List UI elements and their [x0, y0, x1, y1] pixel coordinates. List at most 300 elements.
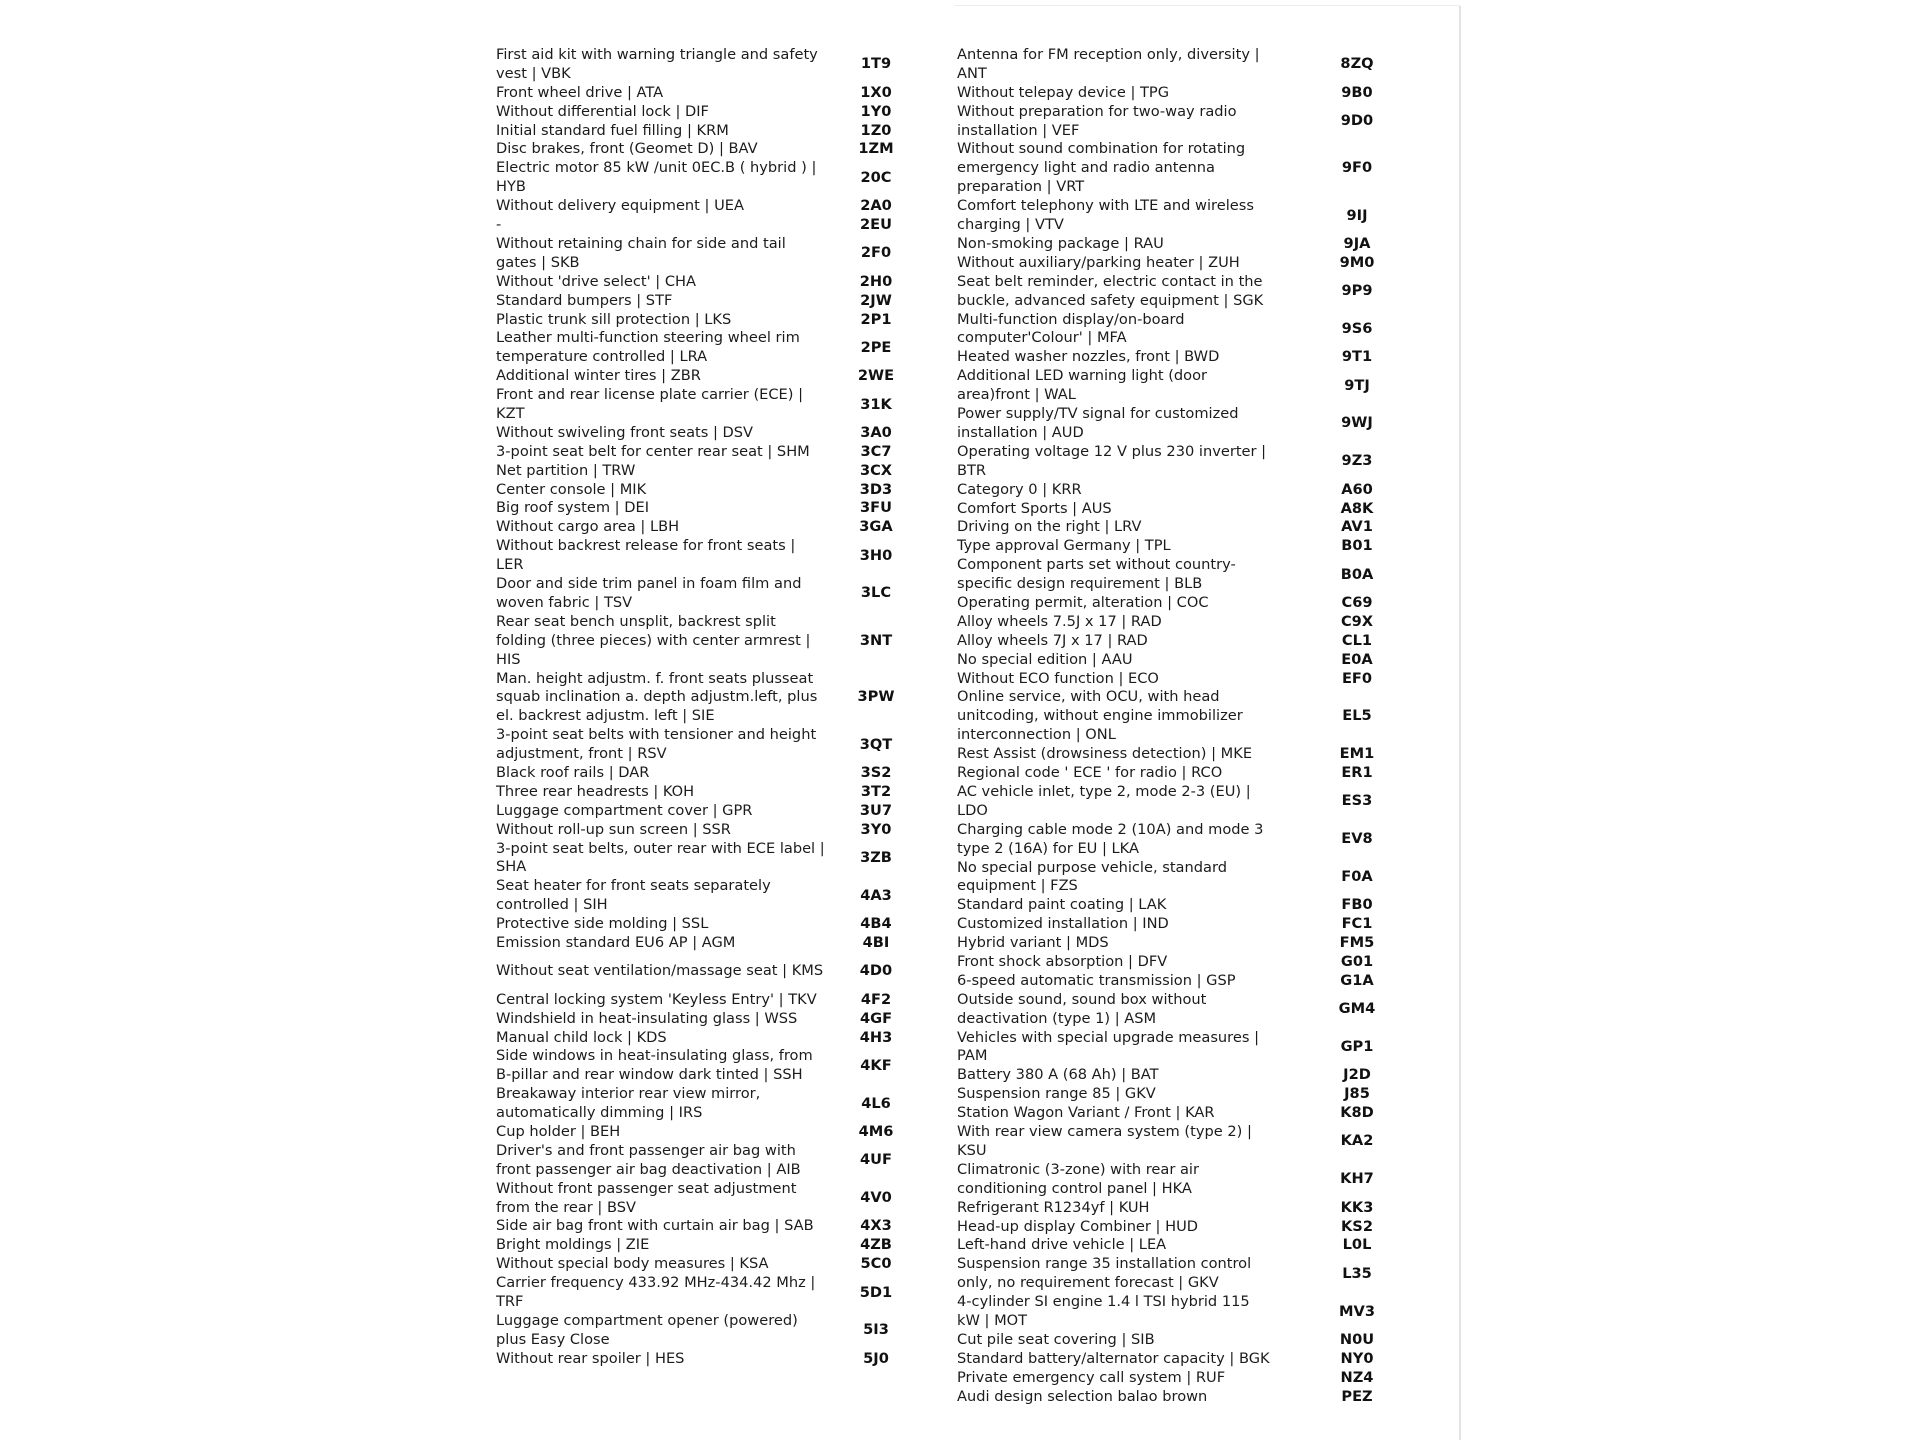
equipment-description: 3-point seat belts with tensioner and height adjustment, front | RSV — [496, 726, 817, 763]
equipment-row — [496, 292, 926, 311]
equipment-code: ES3 — [1341, 792, 1373, 810]
equipment-description: Emission standard EU6 AP | AGM — [496, 934, 736, 952]
equipment-row — [496, 1255, 926, 1274]
equipment-row — [957, 821, 1437, 859]
equipment-description: Front and rear license plate carrier (ECE) | KZT — [496, 386, 804, 422]
equipment-code: NY0 — [1340, 1349, 1374, 1367]
equipment-row — [957, 953, 1437, 972]
equipment-row — [496, 1010, 926, 1029]
equipment-row — [957, 1161, 1437, 1199]
equipment-description: Suspension range 35 installation control only, no requirement forecast | GKV — [957, 1255, 1252, 1292]
equipment-code: 4M6 — [858, 1123, 894, 1140]
equipment-code: 4UF — [860, 1151, 892, 1169]
equipment-description: Big roof system | DEI — [496, 499, 649, 517]
equipment-description: 6-speed automatic transmission | GSP — [957, 971, 1236, 989]
equipment-code: 1X0 — [860, 83, 892, 101]
equipment-description: Without front passenger seat adjustment from the rear | BSV — [496, 1179, 797, 1216]
equipment-row — [496, 821, 926, 840]
equipment-row — [957, 859, 1437, 897]
equipment-code: 9JA — [1343, 234, 1371, 252]
equipment-code: 20C — [860, 168, 892, 186]
equipment-code: 2WE — [857, 367, 895, 385]
equipment-description: Seat heater for front seats separately controlled | SIH — [496, 877, 771, 914]
equipment-row — [957, 783, 1437, 821]
equipment-code: K8D — [1340, 1104, 1374, 1122]
equipment-description: Three rear headrests | KOH — [496, 782, 695, 800]
equipment-row — [957, 1199, 1437, 1218]
equipment-row — [957, 84, 1437, 103]
equipment-row — [496, 934, 926, 953]
equipment-row — [496, 783, 926, 802]
equipment-description: Refrigerant R1234yf | KUH — [957, 1198, 1150, 1216]
equipment-code: 31K — [860, 395, 892, 413]
equipment-code: GM4 — [1338, 1000, 1376, 1018]
equipment-description: Without 'drive select' | CHA — [496, 272, 696, 290]
equipment-row — [957, 613, 1437, 632]
equipment-code: 8ZQ — [1340, 55, 1374, 73]
equipment-code: A60 — [1341, 480, 1373, 498]
equipment-row — [496, 311, 926, 330]
equipment-description: Comfort Sports | AUS — [957, 499, 1112, 517]
equipment-description: Station Wagon Variant / Front | KAR — [957, 1104, 1215, 1122]
equipment-description: Without telepay device | TPG — [957, 83, 1170, 101]
equipment-row — [957, 1236, 1437, 1255]
equipment-description: Cup holder | BEH — [496, 1123, 621, 1140]
equipment-row — [496, 46, 926, 84]
equipment-description: Rear seat bench unsplit, backrest split folding (three pieces) with center armrest | HIS — [496, 612, 811, 668]
equipment-description: Leather multi-function steering wheel rim temperature controlled | LRA — [496, 329, 800, 366]
equipment-row — [496, 424, 926, 443]
equipment-code: GP1 — [1340, 1037, 1374, 1055]
equipment-description: Component parts set without country-specific design requirement | BLB — [957, 556, 1236, 593]
equipment-description: Operating permit, alteration | COC — [957, 593, 1209, 611]
equipment-description: Heated washer nozzles, front | BWD — [957, 348, 1220, 366]
scan-top-edge — [955, 5, 1460, 6]
equipment-code: 5J0 — [863, 1349, 889, 1367]
equipment-code: 9Z3 — [1341, 452, 1373, 470]
equipment-code: 4B4 — [860, 915, 892, 933]
equipment-code: 2PE — [860, 338, 892, 356]
equipment-description: Black roof rails | DAR — [496, 764, 650, 781]
equipment-description: Without special body measures | KSA — [496, 1255, 769, 1273]
equipment-description: Luggage compartment opener (powered) plus Easy Close — [496, 1311, 798, 1348]
equipment-description: Multi-function display/on-board computer'Colour' | MFA — [957, 310, 1185, 347]
equipment-description: Additional LED warning light (door area)front | WAL — [957, 367, 1208, 404]
equipment-code: J85 — [1344, 1085, 1370, 1103]
equipment-row — [496, 481, 926, 500]
equipment-description: Without cargo area | LBH — [496, 518, 680, 536]
equipment-row — [496, 1350, 926, 1369]
equipment-description: Online service, with OCU, with head unitcoding, without engine immobilizer interconnection | ONL — [957, 688, 1243, 744]
equipment-description: Alloy wheels 7J x 17 | RAD — [957, 631, 1148, 649]
equipment-row — [957, 1104, 1437, 1123]
equipment-description: Windshield in heat-insulating glass | WSS — [496, 1009, 798, 1027]
equipment-code: KK3 — [1340, 1198, 1374, 1216]
scan-right-edge — [1459, 6, 1461, 1440]
equipment-code: L35 — [1342, 1264, 1372, 1282]
equipment-row — [957, 1066, 1437, 1085]
equipment-row — [496, 216, 926, 235]
equipment-row — [957, 348, 1437, 367]
equipment-description: Without backrest release for front seats | LER — [496, 537, 796, 574]
equipment-description: No special purpose vehicle, standard equipment | FZS — [957, 858, 1227, 895]
equipment-description: Without auxiliary/parking heater | ZUH — [957, 253, 1240, 271]
equipment-row — [957, 934, 1437, 953]
equipment-description: Standard bumpers | STF — [496, 291, 673, 309]
equipment-row — [957, 273, 1437, 311]
equipment-row — [957, 688, 1437, 745]
equipment-code: 3C7 — [860, 442, 892, 460]
equipment-description: Head-up display Combiner | HUD — [957, 1217, 1199, 1235]
equipment-code: 4F2 — [860, 990, 892, 1008]
equipment-description: Without swiveling front seats | DSV — [496, 423, 754, 441]
equipment-code: E0A — [1341, 650, 1373, 668]
equipment-list-left — [496, 46, 926, 1369]
equipment-code: 1Z0 — [860, 121, 892, 139]
equipment-code: 2P1 — [860, 310, 892, 328]
equipment-code: 9M0 — [1339, 253, 1375, 271]
equipment-row — [957, 405, 1437, 443]
equipment-row — [957, 518, 1437, 537]
equipment-row — [496, 235, 926, 273]
equipment-description: Non-smoking package | RAU — [957, 234, 1164, 252]
equipment-code: 3D3 — [859, 480, 893, 498]
equipment-row — [496, 1047, 926, 1085]
equipment-description: Without differential lock | DIF — [496, 102, 709, 120]
equipment-row — [957, 556, 1437, 594]
equipment-code: 3LC — [860, 584, 892, 602]
equipment-code: 3QT — [859, 735, 893, 753]
equipment-code: FB0 — [1341, 896, 1373, 914]
equipment-code: PEZ — [1341, 1387, 1373, 1405]
equipment-row — [957, 235, 1437, 254]
equipment-code: 3S2 — [860, 764, 892, 781]
equipment-description: Door and side trim panel in foam film and woven fabric | TSV — [496, 575, 802, 611]
equipment-description: Antenna for FM reception only, diversity | ANT — [957, 46, 1260, 82]
equipment-code: 2JW — [860, 291, 892, 309]
equipment-description: Operating voltage 12 V plus 230 inverter | BTR — [957, 442, 1267, 479]
equipment-code: 4V0 — [860, 1189, 892, 1207]
equipment-code: 5I3 — [863, 1321, 889, 1339]
equipment-description: Bright moldings | ZIE — [496, 1236, 650, 1254]
equipment-code: 3U7 — [859, 801, 893, 819]
equipment-row — [496, 1085, 926, 1123]
equipment-row — [957, 1388, 1437, 1407]
equipment-row — [957, 481, 1437, 500]
equipment-description: Breakaway interior rear view mirror, automatically dimming | IRS — [496, 1085, 761, 1122]
equipment-row — [496, 386, 926, 424]
equipment-description: Without rear spoiler | HES — [496, 1349, 685, 1367]
equipment-code: 1Y0 — [860, 102, 892, 120]
equipment-code: 4H3 — [859, 1028, 893, 1046]
equipment-description: Suspension range 85 | GKV — [957, 1085, 1156, 1103]
equipment-code: FC1 — [1341, 915, 1373, 933]
equipment-code: 1T9 — [860, 55, 892, 73]
equipment-row — [957, 537, 1437, 556]
equipment-description: Carrier frequency 433.92 MHz-434.42 Mhz | TRF — [496, 1274, 816, 1311]
equipment-row — [957, 632, 1437, 651]
equipment-description: Left-hand drive vehicle | LEA — [957, 1236, 1167, 1254]
equipment-code: 4X3 — [860, 1217, 892, 1235]
equipment-description: Front wheel drive | ATA — [496, 83, 664, 101]
equipment-code: 4L6 — [861, 1094, 891, 1112]
equipment-description: Alloy wheels 7.5J x 17 | RAD — [957, 612, 1162, 630]
equipment-row — [496, 877, 926, 915]
equipment-code: KH7 — [1340, 1170, 1374, 1188]
equipment-code: KS2 — [1341, 1217, 1373, 1235]
equipment-row — [496, 1180, 926, 1218]
equipment-code: 3A0 — [860, 423, 892, 441]
equipment-description: Without sound combination for rotating emergency light and radio antenna preparation | VRT — [957, 140, 1246, 196]
equipment-description: Without retaining chain for side and tail gates | SKB — [496, 234, 786, 271]
equipment-row — [496, 499, 926, 518]
equipment-code: 2A0 — [860, 197, 892, 215]
equipment-code: 3Y0 — [860, 820, 892, 838]
equipment-row — [496, 764, 926, 783]
equipment-row — [957, 1218, 1437, 1237]
equipment-code: 9IJ — [1346, 206, 1368, 224]
equipment-description: Without ECO function | ECO — [957, 669, 1159, 687]
equipment-row — [496, 802, 926, 821]
equipment-row — [496, 613, 926, 670]
equipment-description: Disc brakes, front (Geomet D) | BAV — [496, 140, 758, 158]
equipment-code: C69 — [1341, 593, 1373, 611]
equipment-row — [496, 197, 926, 216]
equipment-row — [496, 329, 926, 367]
equipment-row — [496, 84, 926, 103]
equipment-code: 4A3 — [860, 886, 892, 904]
equipment-row — [496, 1123, 926, 1142]
equipment-row — [957, 1029, 1437, 1067]
equipment-description: Comfort telephony with LTE and wireless charging | VTV — [957, 197, 1254, 234]
equipment-description: Side windows in heat-insulating glass, from B-pillar and rear window dark tinted | SSH — [496, 1047, 813, 1084]
equipment-description: Without roll-up sun screen | SSR — [496, 820, 731, 838]
equipment-row — [957, 972, 1437, 991]
equipment-row — [496, 1274, 926, 1312]
equipment-description: AC vehicle inlet, type 2, mode 2-3 (EU) | LDO — [957, 782, 1251, 819]
equipment-row — [496, 1312, 926, 1350]
equipment-description: 4-cylinder SI engine 1.4 l TSI hybrid 115 kW | MOT — [957, 1293, 1250, 1329]
equipment-description: Category 0 | KRR — [957, 480, 1082, 498]
equipment-description: Plastic trunk sill protection | LKS — [496, 310, 732, 328]
equipment-row — [957, 254, 1437, 273]
equipment-code: EL5 — [1342, 707, 1372, 725]
equipment-row — [496, 953, 926, 991]
equipment-code: F0A — [1341, 867, 1373, 885]
equipment-description: Man. height adjustm. f. front seats plusseat squab inclination a. depth adjustm.left, plus el. backrest adjustm. left | SIE — [496, 669, 818, 725]
equipment-row — [496, 991, 926, 1010]
equipment-row — [957, 764, 1437, 783]
equipment-code: 3PW — [857, 688, 895, 706]
equipment-row — [957, 500, 1437, 519]
equipment-description: Driver's and front passenger air bag with front passenger air bag deactivation | AIB — [496, 1141, 801, 1178]
equipment-row — [957, 1331, 1437, 1350]
equipment-description: Without delivery equipment | UEA — [496, 197, 744, 215]
equipment-description: Protective side molding | SSL — [496, 915, 709, 933]
equipment-code: KA2 — [1340, 1132, 1374, 1150]
equipment-row — [957, 46, 1437, 84]
equipment-description: Regional code ' ECE ' for radio | RCO — [957, 764, 1223, 782]
equipment-row — [496, 1236, 926, 1255]
equipment-row — [957, 670, 1437, 689]
equipment-description: Additional winter tires | ZBR — [496, 367, 701, 385]
equipment-description: Hybrid variant | MDS — [957, 934, 1109, 952]
equipment-code: 1ZM — [858, 140, 894, 158]
equipment-description: Manual child lock | KDS — [496, 1028, 667, 1046]
equipment-code: NZ4 — [1340, 1368, 1374, 1386]
equipment-description: Customized installation | IND — [957, 915, 1169, 933]
equipment-row — [496, 122, 926, 141]
equipment-row — [957, 991, 1437, 1029]
equipment-row — [957, 140, 1437, 197]
equipment-row — [496, 462, 926, 481]
equipment-description: Climatronic (3-zone) with rear air conditioning control panel | HKA — [957, 1160, 1199, 1197]
equipment-description: Without preparation for two-way radio installation | VEF — [957, 102, 1237, 139]
equipment-code: 9F0 — [1341, 159, 1373, 177]
equipment-code: 4ZB — [860, 1236, 892, 1254]
equipment-description: Initial standard fuel filling | KRM — [496, 121, 729, 139]
equipment-description: 3-point seat belts, outer rear with ECE label | SHA — [496, 839, 825, 876]
equipment-row — [957, 896, 1437, 915]
equipment-row — [496, 1142, 926, 1180]
equipment-row — [957, 1085, 1437, 1104]
equipment-description: Power supply/TV signal for customized installation | AUD — [957, 405, 1239, 441]
equipment-code: 9TJ — [1344, 376, 1370, 394]
equipment-row — [957, 1123, 1437, 1161]
equipment-code: 5C0 — [860, 1255, 892, 1273]
equipment-code: EF0 — [1341, 669, 1373, 687]
equipment-code: 3ZB — [860, 849, 892, 866]
equipment-row — [957, 197, 1437, 235]
equipment-code: B0A — [1340, 565, 1374, 583]
equipment-description: Audi design selection balao brown — [957, 1387, 1208, 1405]
equipment-description: 3-point seat belt for center rear seat | SHM — [496, 442, 810, 460]
equipment-code: 5D1 — [859, 1283, 893, 1301]
equipment-description: Side air bag front with curtain air bag | SAB — [496, 1217, 814, 1235]
equipment-row — [957, 1255, 1437, 1293]
equipment-code: EV8 — [1341, 830, 1373, 848]
equipment-code: N0U — [1339, 1330, 1375, 1348]
equipment-description: Center console | MIK — [496, 480, 647, 498]
equipment-code: 3GA — [859, 518, 893, 536]
equipment-code: MV3 — [1339, 1302, 1375, 1320]
equipment-code: 3H0 — [859, 546, 893, 564]
equipment-row — [496, 726, 926, 764]
equipment-description: Luggage compartment cover | GPR — [496, 801, 753, 819]
equipment-row — [957, 651, 1437, 670]
equipment-description: Battery 380 A (68 Ah) | BAT — [957, 1066, 1159, 1084]
equipment-code: 4BI — [862, 934, 890, 952]
equipment-description: Without seat ventilation/massage seat | KMS — [496, 962, 824, 980]
equipment-description: Driving on the right | LRV — [957, 518, 1142, 536]
equipment-code: 2H0 — [859, 272, 893, 290]
equipment-code: 3FU — [860, 499, 892, 517]
equipment-description: No special edition | AAU — [957, 650, 1133, 668]
equipment-description: Outside sound, sound box without deactivation (type 1) | ASM — [957, 990, 1207, 1027]
equipment-description: With rear view camera system (type 2) | KSU — [957, 1123, 1252, 1159]
equipment-row — [496, 443, 926, 462]
equipment-description: Net partition | TRW — [496, 461, 636, 479]
equipment-row — [957, 915, 1437, 934]
equipment-code: L0L — [1342, 1236, 1372, 1254]
equipment-code: 9T1 — [1341, 348, 1373, 366]
equipment-code: 9S6 — [1341, 319, 1373, 337]
equipment-list-right — [957, 46, 1437, 1406]
equipment-code: 9WJ — [1341, 414, 1373, 432]
equipment-row — [496, 140, 926, 159]
equipment-description: Front shock absorption | DFV — [957, 952, 1168, 970]
equipment-code: G1A — [1340, 971, 1374, 989]
equipment-row — [496, 670, 926, 727]
equipment-code: 4KF — [860, 1056, 892, 1074]
equipment-description: First aid kit with warning triangle and safety vest | VBK — [496, 46, 818, 82]
equipment-code: 3CX — [859, 461, 893, 479]
equipment-row — [496, 915, 926, 934]
equipment-row — [957, 103, 1437, 141]
equipment-row — [496, 273, 926, 292]
equipment-row — [496, 367, 926, 386]
equipment-row — [496, 575, 926, 613]
equipment-description: - — [496, 216, 502, 234]
equipment-row — [957, 367, 1437, 405]
equipment-code: AV1 — [1341, 518, 1373, 536]
equipment-row — [496, 159, 926, 197]
equipment-description: Rest Assist (drowsiness detection) | MKE — [957, 745, 1253, 763]
equipment-code: A8K — [1340, 499, 1374, 517]
equipment-row — [957, 1369, 1437, 1388]
equipment-description: Central locking system 'Keyless Entry' | TKV — [496, 990, 817, 1008]
equipment-row — [957, 311, 1437, 349]
equipment-code: G01 — [1340, 952, 1374, 970]
equipment-code: EM1 — [1339, 745, 1375, 763]
equipment-description: Type approval Germany | TPL — [957, 537, 1171, 555]
equipment-code: 9B0 — [1341, 83, 1373, 101]
equipment-code: C9X — [1340, 612, 1374, 630]
equipment-description: Electric motor 85 kW /unit 0EC.B ( hybrid ) | HYB — [496, 159, 817, 196]
equipment-code: 3NT — [859, 631, 893, 649]
equipment-code: 4D0 — [859, 962, 893, 980]
equipment-code: 9D0 — [1340, 112, 1374, 130]
equipment-description: Private emergency call system | RUF — [957, 1368, 1226, 1386]
equipment-row — [496, 1029, 926, 1048]
equipment-description: Seat belt reminder, electric contact in the buckle, advanced safety equipment | SGK — [957, 272, 1264, 309]
equipment-code: 2F0 — [860, 244, 892, 262]
equipment-code: CL1 — [1341, 631, 1373, 649]
equipment-row — [496, 518, 926, 537]
equipment-row — [496, 537, 926, 575]
equipment-row — [957, 745, 1437, 764]
equipment-description: Cut pile seat covering | SIB — [957, 1330, 1155, 1348]
equipment-row — [957, 1293, 1437, 1331]
equipment-code: FM5 — [1339, 934, 1375, 952]
equipment-code: B01 — [1341, 537, 1373, 555]
equipment-code: 3T2 — [860, 782, 892, 800]
equipment-description: Standard battery/alternator capacity | BGK — [957, 1349, 1270, 1367]
equipment-row — [496, 103, 926, 122]
equipment-description: Charging cable mode 2 (10A) and mode 3 type 2 (16A) for EU | LKA — [957, 820, 1264, 857]
equipment-row — [957, 1350, 1437, 1369]
equipment-code: 2EU — [860, 216, 892, 234]
equipment-code: 4GF — [859, 1009, 893, 1027]
equipment-row — [957, 443, 1437, 481]
equipment-code: 9P9 — [1341, 282, 1373, 300]
equipment-description: Vehicles with special upgrade measures | PAM — [957, 1028, 1260, 1065]
equipment-code: J2D — [1343, 1066, 1371, 1084]
equipment-row — [496, 840, 926, 878]
equipment-code: ER1 — [1341, 764, 1373, 782]
equipment-description: Standard paint coating | LAK — [957, 896, 1167, 914]
equipment-row — [957, 594, 1437, 613]
